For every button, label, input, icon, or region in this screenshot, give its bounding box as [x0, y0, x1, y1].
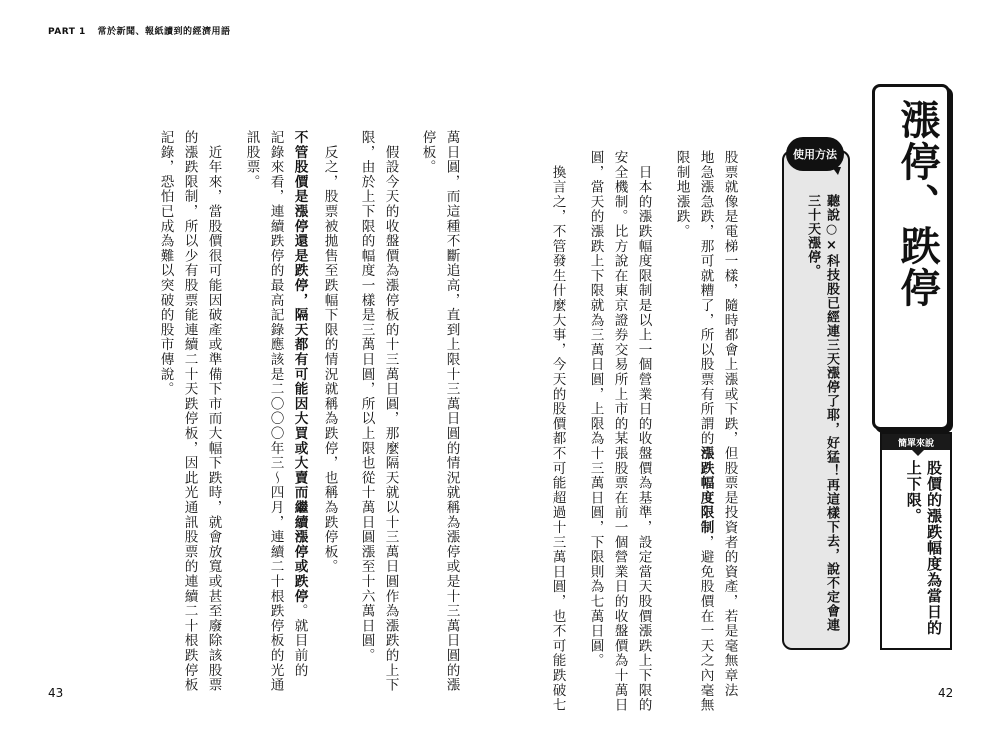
summary-label: 簡單來說 — [882, 434, 950, 450]
body-line-17: 的漲跌限制，所以少有股票能連續二十天跌停板，因此光通訊股票的連續二十根跌停板 — [181, 130, 198, 693]
body-line-14: 記錄來看，連續跌停的最高記錄應該是二〇〇〇年三～四月，連續二十根跌停板的光通 — [267, 130, 284, 693]
body-line-16: 近年來，當股價很可能因破產或準備下市而大幅下跌時，就會放寬或甚至廢除該股票 — [205, 130, 222, 693]
usage-box — [782, 150, 850, 650]
running-header — [48, 24, 230, 37]
body-line-2-post: ，避免股價在一天之內毫無 — [697, 534, 714, 713]
header-title: 常於新聞、報紙讀到的經濟用語 — [97, 27, 231, 37]
body-line-2 — [698, 150, 712, 712]
usage-text-pre: 聽說○×科技股已經連三天 — [824, 194, 839, 366]
title-box — [872, 84, 950, 430]
body-line-13 — [292, 130, 306, 678]
body-line-1: 股票就像是電梯一樣，隨時都會上漲或下跌，但股票是投資者的資產，若是毫無章法 — [721, 150, 738, 698]
body-line-11: 限，由於上下限的幅度一樣是三萬日圓，所以上限也從十萬日圓漲至十六萬日圓。 — [358, 130, 375, 663]
usage-text — [802, 194, 840, 634]
summary-box — [880, 432, 952, 650]
body-line-4: 日本的漲跌幅度限制是以上一個營業日的收盤價為基準，設定當天股價漲跌上下限的 — [635, 150, 652, 713]
header-part: PART 1 — [48, 27, 86, 37]
body-line-7: 換言之，不管發生什麼大事，今天的股價都不可能超過十三萬日圓，也不可能跌破七 — [549, 150, 566, 713]
summary-arrow-icon — [912, 450, 924, 456]
page-number-left: 43 — [48, 686, 64, 700]
speech-tail-icon — [832, 167, 841, 175]
usage-text-bold2: 三十天漲停 — [805, 194, 821, 264]
usage-text-mid: 了耶，好猛！再這樣下去，說不定會連 — [824, 394, 839, 632]
body-line-15: 訊股票。 — [243, 130, 260, 190]
body-line-9: 停板。 — [419, 130, 436, 175]
usage-text-bold1: 漲停 — [824, 366, 839, 394]
page-title: 漲停、跌停 — [894, 99, 940, 309]
body-line-6: 圓，當天的漲跌上下限就為三萬日圓，上限為十三萬日圓，下限則為七萬日圓。 — [587, 150, 604, 668]
summary-text: 股價的漲跌幅度為當日的上下限。 — [904, 460, 943, 636]
body-line-2-bold: 漲跌幅度限制 — [697, 446, 714, 535]
body-line-2-pre: 地急漲急跌，那可就糟了，所以股票有所謂的 — [697, 150, 714, 446]
page-number-right: 42 — [938, 686, 954, 700]
usage-badge: 使用方法 — [786, 137, 844, 171]
body-line-8: 萬日圓，而這種不斷追高，直到上限十三萬日圓的情況就稱為漲停或是十三萬日圓的漲 — [443, 130, 460, 693]
usage-text-post: 。 — [805, 264, 821, 278]
body-line-5: 安全機制。比方說在東京證券交易所上市的某張股票在前一個營業日的收盤價為十萬日 — [611, 150, 628, 713]
body-line-13-bold: 不管股價是漲停還是跌停，隔天都有可能因大買或大賣而繼續漲停或跌停 — [291, 130, 308, 604]
body-line-12: 反之，股票被拋售至跌幅下限的情況就稱為跌停，也稱為跌停板。 — [321, 130, 338, 574]
body-line-10: 假設今天的收盤價為漲停板的十三萬日圓，那麼隔天就以十三萬日圓作為漲跌的上下 — [382, 130, 399, 693]
body-line-13-post: 。就目前的 — [291, 603, 308, 678]
body-line-3: 限制地漲跌。 — [673, 150, 690, 239]
body-line-18: 記錄，恐怕已成為難以突破的股市傳說。 — [157, 130, 174, 397]
